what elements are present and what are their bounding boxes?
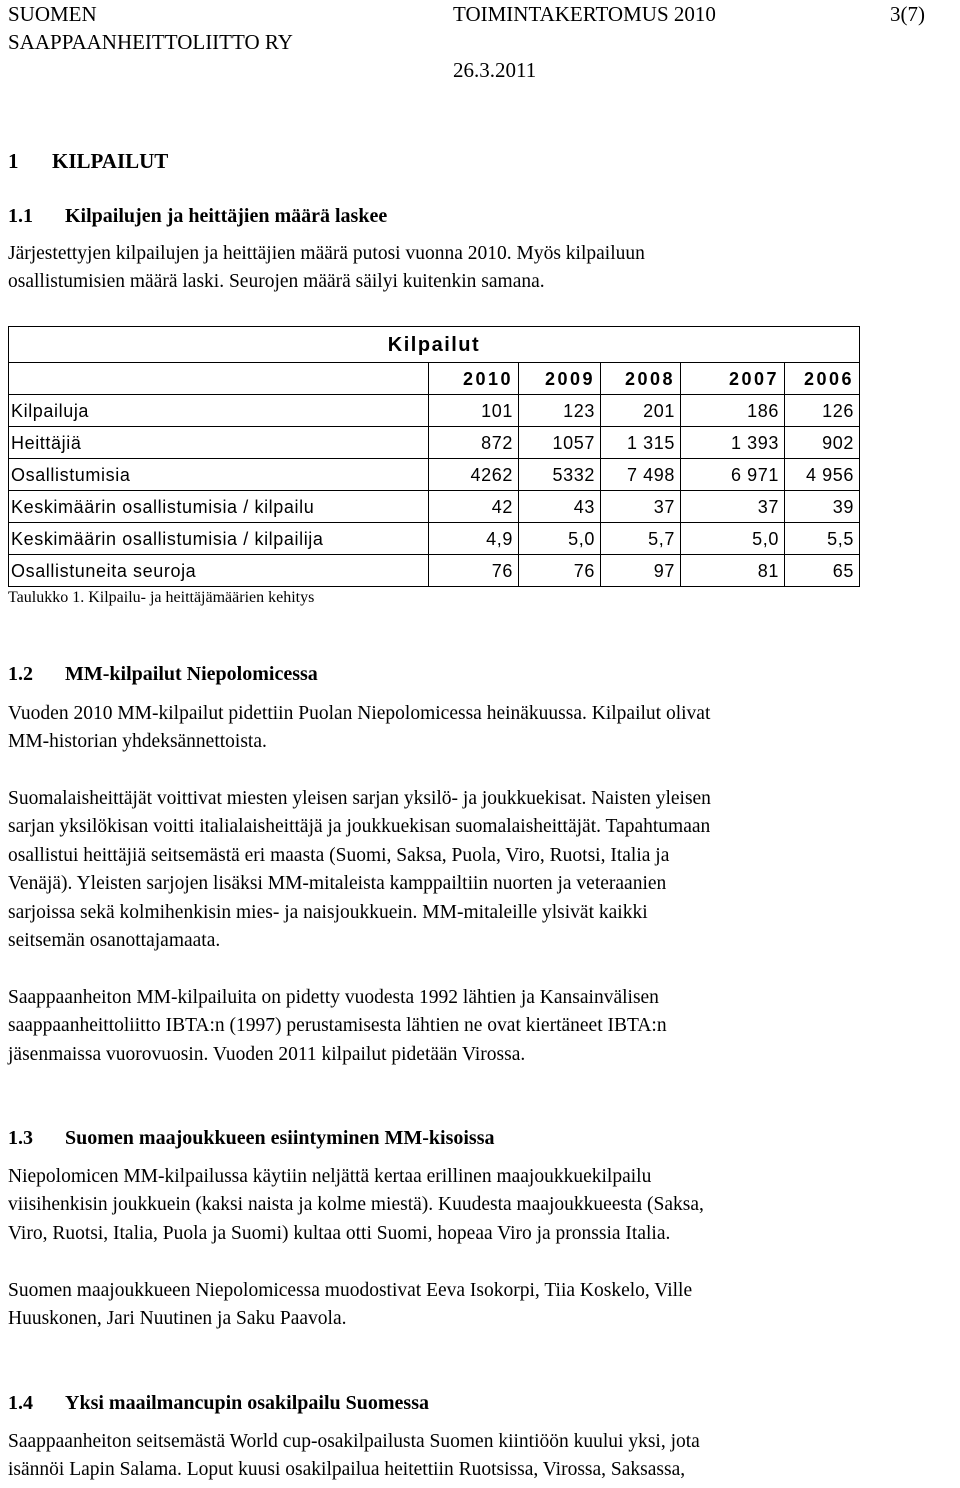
section-1-number: 1 [8,149,19,173]
table-cell: 5332 [518,459,600,491]
table-cell: 4,9 [428,523,518,555]
table-cell: 7 498 [600,459,680,491]
table-cell: 123 [518,395,600,427]
table-year: 2010 [428,363,518,395]
table-cell: 5,5 [784,523,860,555]
text-line: osallistui heittäjiä seitsemästä eri maasta (Suomi, Saksa, Puola, Viro, Ruotsi, Italia ja [8,844,670,866]
table-title: Kilpailut [8,326,860,363]
section-1-3-number: 1.3 [8,1127,33,1149]
table-caption: Taulukko 1. Kilpailu- ja heittäjämäärien kehitys [8,589,315,606]
text-line: Vuoden 2010 MM-kilpailut pidettiin Puolan Niepolomicessa heinäkuussa. Kilpailut olivat [8,703,711,724]
table-cell: 902 [784,427,860,459]
table-row [8,427,860,459]
table-cell: 4262 [428,459,518,491]
text-line: Suomen maajoukkueen Niepolomicessa muodostivat Eeva Isokorpi, Tiia Koskelo, Ville [8,1280,693,1301]
text-line: Viro, Ruotsi, Italia, Puola ja Suomi) kultaa otti Suomi, hopeaa Viro ja pronssia Italia. [8,1222,671,1244]
table-year: 2007 [680,363,784,395]
table-cell: 76 [428,555,518,587]
text-line: sarjan yksilökisan voitti italialaisheittäjä ja joukkuekisan suomalaisheittäjät. Tapahtumaan [8,816,711,838]
table-cell: 37 [600,491,680,523]
table-row [8,523,860,555]
table-cell: 65 [784,555,860,587]
table-row [8,459,860,491]
table-cell: 101 [428,395,518,427]
text-line: Niepolomicen MM-kilpailussa käytiin neljättä kertaa erillinen maajoukkuekilpailu [8,1166,652,1187]
table-cell: 126 [784,395,860,427]
table-cell: 186 [680,395,784,427]
table-cell: 1057 [518,427,600,459]
table-cell: 201 [600,395,680,427]
org-name-line1: SUOMEN [8,2,97,26]
section-1-3-title: Suomen maajoukkueen esiintyminen MM-kisoissa [65,1127,495,1149]
section-1-2-title: MM-kilpailut Niepolomicessa [65,663,318,685]
section-1-3-paragraph-1 [8,1163,908,1248]
org-name-line2: SAAPPAANHEITTOLIITTO RY [8,30,293,54]
table-cell: 6 971 [680,459,784,491]
text-line: isännöi Lapin Salama. Loput kuusi osakilpailua heitettiin Ruotsissa, Virossa, Saksassa, [8,1459,686,1481]
section-1-1-paragraph [8,240,908,297]
text-line: Järjestettyjen kilpailujen ja heittäjien määrä putosi vuonna 2010. Myös kilpailuun [8,243,645,264]
section-1-1-number: 1.1 [8,205,33,227]
section-1-2-number: 1.2 [8,663,33,685]
text-line: Suomalaisheittäjät voittivat miesten yleisen sarjan yksilö- ja joukkuekisat. Naisten yleisen [8,788,711,809]
section-1-title: KILPAILUT [52,149,169,173]
row-label: Keskimäärin osallistumisia / kilpailu [8,491,428,523]
table-year: 2006 [784,363,860,395]
doc-title: TOIMINTAKERTOMUS 2010 [453,2,716,26]
section-1-2-paragraph-2 [8,785,908,955]
text-line: Venäjä). Yleisten sarjojen lisäksi MM-mitaleista kamppailtiin nuorten ja veteraanien [8,873,667,895]
table-cell: 1 315 [600,427,680,459]
table-row [8,491,860,523]
table-cell: 5,0 [518,523,600,555]
table-header-row [8,363,860,395]
text-line: Huuskonen, Jari Nuutinen ja Saku Paavola. [8,1308,347,1330]
text-line: MM-historian yhdeksännettoista. [8,731,267,753]
row-label: Osallistumisia [8,459,428,491]
page-number: 3(7) [890,2,925,26]
text-line: sarjoissa sekä kolmihenkisin mies- ja naisjoukkuein. MM-mitaleille ylsivät kaikki [8,901,648,923]
section-1-2-paragraph-1 [8,700,908,757]
table-cell: 4 956 [784,459,860,491]
table-year: 2008 [600,363,680,395]
section-1-1-title: Kilpailujen ja heittäjien määrä laskee [65,205,388,227]
table-cell: 43 [518,491,600,523]
table-cell: 39 [784,491,860,523]
text-line: jäsenmaissa vuorovuosin. Vuoden 2011 kilpailut pidetään Virossa. [8,1043,526,1065]
table-cell: 97 [600,555,680,587]
row-label: Keskimäärin osallistumisia / kilpailija [8,523,428,555]
section-1-4-title: Yksi maailmancupin osakilpailu Suomessa [65,1392,429,1414]
table-cell: 42 [428,491,518,523]
table-cell: 1 393 [680,427,784,459]
text-line: seitsemän osanottajamaata. [8,930,221,952]
table-cell: 5,7 [600,523,680,555]
doc-date: 26.3.2011 [453,58,537,82]
table-cell: 76 [518,555,600,587]
table-cell: 37 [680,491,784,523]
table-cell: 5,0 [680,523,784,555]
table-cell: 872 [428,427,518,459]
text-line: Saappaanheiton seitsemästä World cup-osakilpailusta Suomen kiintiöön kuului yksi, jota [8,1431,700,1452]
row-label: Heittäjiä [8,427,428,459]
section-1-2-paragraph-3 [8,984,908,1069]
row-label: Osallistuneita seuroja [8,555,428,587]
table-year: 2009 [518,363,600,395]
table-row [8,395,860,427]
table-header-empty [8,363,428,395]
table-row [8,555,860,587]
row-label: Kilpailuja [8,395,428,427]
text-line: saappaanheittoliitto IBTA:n (1997) perustamisesta lähtien ne ovat kiertäneet IBTA:n [8,1015,667,1037]
text-line: Saappaanheiton MM-kilpailuita on pidetty vuodesta 1992 lähtien ja Kansainvälisen [8,987,659,1008]
section-1-3-paragraph-2 [8,1277,908,1334]
text-line: viisihenkisin joukkuein (kaksi naista ja kolme miestä). Kuudesta maajoukkueesta (Saksa, [8,1194,704,1216]
text-line: osallistumisien määrä laski. Seurojen määrä säilyi kuitenkin samana. [8,271,545,293]
table-cell: 81 [680,555,784,587]
section-1-4-paragraph-1 [8,1428,908,1485]
section-1-4-number: 1.4 [8,1392,33,1414]
